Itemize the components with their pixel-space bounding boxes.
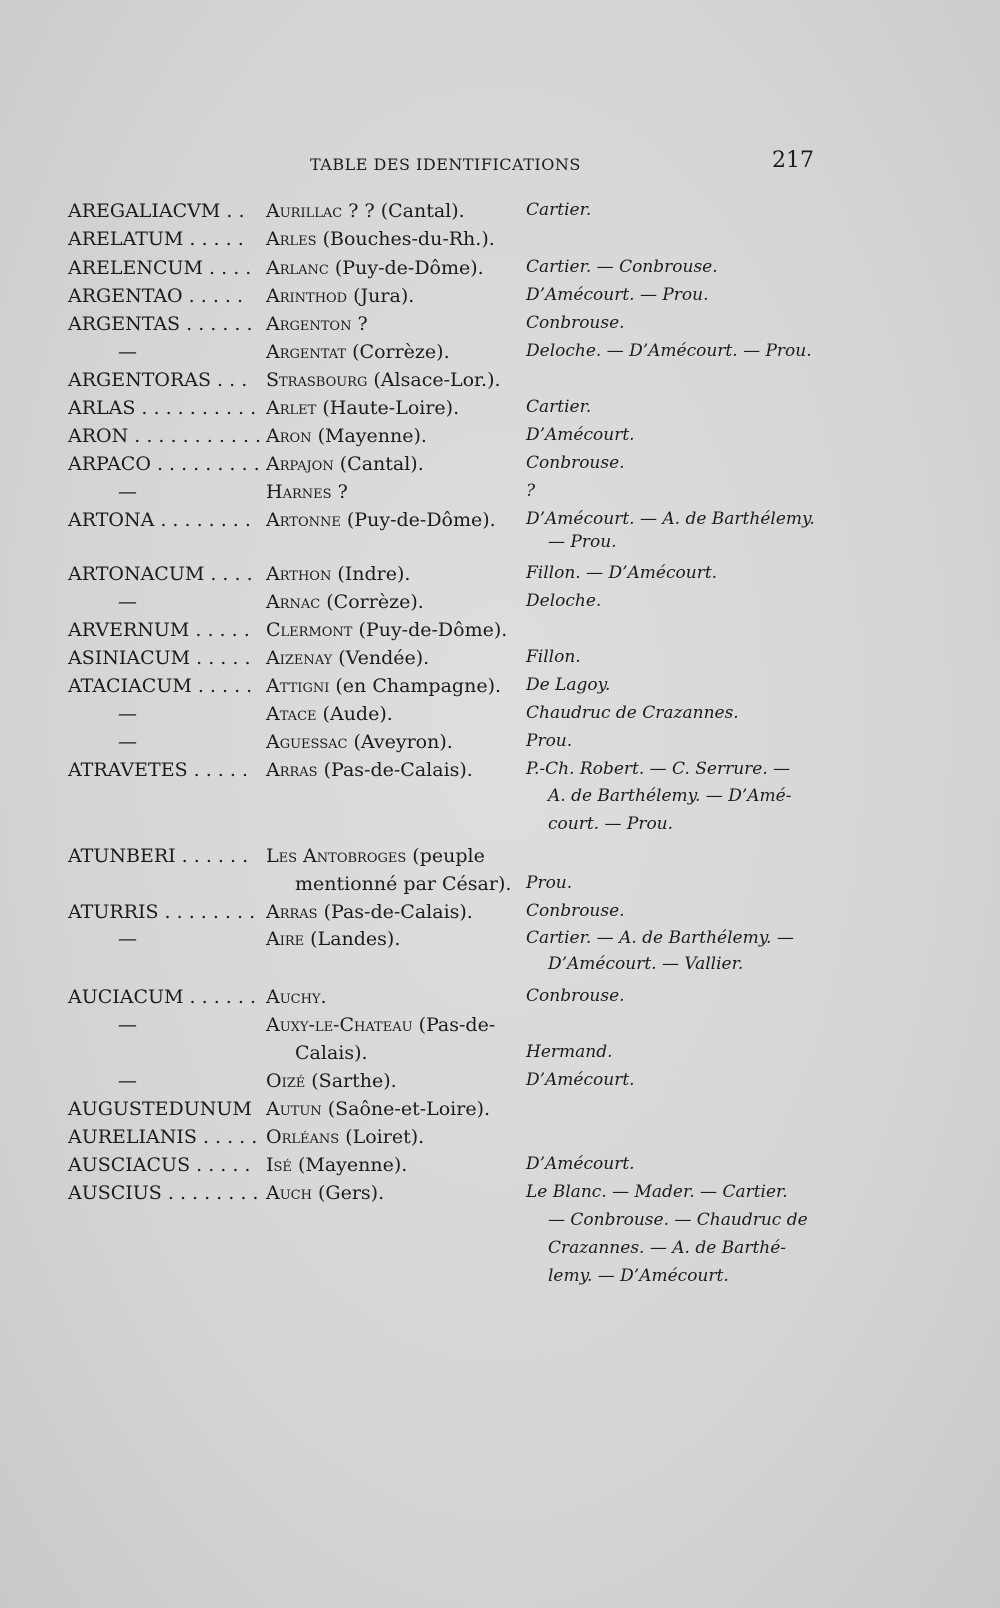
place-detail: (Corrèze). bbox=[320, 591, 424, 613]
ancient-name: ATRAVETES . . . . . bbox=[68, 759, 248, 781]
place-name: Arles bbox=[266, 228, 317, 250]
modern-identification bbox=[266, 313, 368, 335]
table-row bbox=[0, 814, 1000, 844]
place-detail: (Mayenne). bbox=[311, 425, 427, 447]
ancient-name: AUCIACUM . . . . . . bbox=[68, 986, 256, 1008]
table-row bbox=[0, 285, 1000, 315]
ancient-name: ARPACO . . . . . . . . . bbox=[68, 453, 260, 475]
modern-identification bbox=[266, 563, 410, 585]
table-row bbox=[0, 341, 1000, 371]
authority: D’Amécourt. bbox=[526, 1154, 635, 1174]
table-row bbox=[0, 1154, 1000, 1184]
place-detail: (Landes). bbox=[304, 928, 401, 950]
place-detail: (Puy-de-Dôme). bbox=[340, 509, 496, 531]
authority: court. — Prou. bbox=[548, 814, 674, 834]
ancient-name: — bbox=[118, 1014, 137, 1036]
table-row bbox=[0, 257, 1000, 287]
authority: Hermand. bbox=[526, 1042, 613, 1062]
place-name: Orléans bbox=[266, 1126, 340, 1148]
place-name: Arras bbox=[266, 759, 318, 781]
place-detail: (Puy-de-Dôme). bbox=[328, 257, 484, 279]
place-detail: (Corrèze). bbox=[346, 341, 450, 363]
place-detail: (Puy-de-Dôme). bbox=[352, 619, 508, 641]
place-name: Atace bbox=[266, 703, 317, 725]
table-row bbox=[0, 1014, 1000, 1044]
ancient-name: ASINIACUM . . . . . bbox=[68, 647, 251, 669]
authority: Conbrouse. bbox=[526, 313, 625, 333]
authority: D’Amécourt. bbox=[526, 425, 635, 445]
ancient-name: ATURRIS . . . . . . . . bbox=[68, 901, 256, 923]
table-row bbox=[0, 786, 1000, 816]
ancient-name: ATACIACUM . . . . . bbox=[68, 675, 253, 697]
modern-identification bbox=[266, 200, 465, 222]
table-row bbox=[0, 453, 1000, 483]
table-row bbox=[0, 200, 1000, 230]
table-row bbox=[0, 675, 1000, 705]
table-row bbox=[0, 1182, 1000, 1212]
table-row bbox=[0, 228, 1000, 258]
running-header: TABLE DES IDENTIFICATIONS bbox=[310, 155, 581, 174]
authority: Fillon. bbox=[526, 647, 581, 667]
table-row bbox=[0, 901, 1000, 931]
authority: Prou. bbox=[526, 873, 573, 893]
authority: — Prou. bbox=[548, 532, 617, 552]
ancient-name: ARON . . . . . . . . . . . bbox=[68, 425, 262, 447]
place-name: Arlet bbox=[266, 397, 317, 419]
modern-identification bbox=[266, 1098, 490, 1120]
table-row bbox=[0, 313, 1000, 343]
ancient-name: — bbox=[118, 341, 137, 363]
authority: Le Blanc. — Mader. — Cartier. bbox=[526, 1182, 788, 1202]
authority: Conbrouse. bbox=[526, 901, 625, 921]
place-detail: (Alsace-Lor.). bbox=[367, 369, 501, 391]
place-name: Argentat bbox=[266, 341, 347, 363]
place-name: Arthon bbox=[266, 563, 332, 585]
authority: ? bbox=[526, 481, 536, 501]
authority: lemy. — D’Amécourt. bbox=[548, 1266, 729, 1286]
modern-identification bbox=[266, 341, 450, 363]
ancient-name: — bbox=[118, 481, 137, 503]
authority: D’Amécourt. — Prou. bbox=[526, 285, 709, 305]
modern-identification bbox=[295, 873, 511, 895]
table-row bbox=[0, 481, 1000, 511]
place-name: Argenton bbox=[266, 313, 352, 335]
authority: Deloche. — D’Amécourt. — Prou. bbox=[526, 341, 812, 361]
modern-identification bbox=[266, 425, 427, 447]
ancient-name: — bbox=[118, 703, 137, 725]
authority: Prou. bbox=[526, 731, 573, 751]
ancient-name: AURELIANIS . . . . . bbox=[68, 1126, 258, 1148]
place-name: Aizenay bbox=[266, 647, 333, 669]
modern-identification bbox=[266, 1154, 407, 1176]
place-detail: (Sarthe). bbox=[305, 1070, 397, 1092]
modern-identification bbox=[266, 1126, 424, 1148]
modern-identification bbox=[266, 1070, 397, 1092]
place-detail: (Saône-et-Loire). bbox=[321, 1098, 491, 1120]
authority: Conbrouse. bbox=[526, 453, 625, 473]
place-name: Arpajon bbox=[266, 453, 334, 475]
authority: — Conbrouse. — Chaudruc de bbox=[548, 1210, 808, 1230]
table-row bbox=[0, 532, 1000, 562]
authority: D’Amécourt. bbox=[526, 1070, 635, 1090]
ancient-name: — bbox=[118, 731, 137, 753]
place-detail: (Cantal). bbox=[333, 453, 424, 475]
authority: Cartier. bbox=[526, 397, 592, 417]
ancient-name: — bbox=[118, 591, 137, 613]
place-detail: . bbox=[320, 986, 327, 1008]
place-detail: mentionné par César). bbox=[295, 873, 512, 895]
ancient-name: — bbox=[118, 1070, 137, 1092]
ancient-name: — bbox=[118, 928, 137, 950]
ancient-name: AUSCIUS . . . . . . . . bbox=[68, 1182, 259, 1204]
authority: A. de Barthélemy. — D’Amé- bbox=[548, 786, 792, 806]
ancient-name: ARVERNUM . . . . . bbox=[68, 619, 250, 641]
table-row bbox=[0, 619, 1000, 649]
place-name: Autun bbox=[266, 1098, 322, 1120]
place-detail: (Pas-de-Calais). bbox=[317, 759, 473, 781]
ancient-name: AUSCIACUS . . . . . bbox=[68, 1154, 251, 1176]
place-detail: (Vendée). bbox=[332, 647, 430, 669]
table-row bbox=[0, 759, 1000, 789]
modern-identification bbox=[266, 647, 429, 669]
place-name: Aguessac bbox=[266, 731, 348, 753]
place-name: Aurillac bbox=[266, 200, 343, 222]
table-row bbox=[0, 397, 1000, 427]
place-detail: (Pas-de- bbox=[412, 1014, 496, 1036]
authority: Conbrouse. bbox=[526, 986, 625, 1006]
place-name: Arlanc bbox=[266, 257, 329, 279]
place-name: Isé bbox=[266, 1154, 292, 1176]
place-name: Arras bbox=[266, 901, 318, 923]
table-row bbox=[0, 731, 1000, 761]
place-detail: (en Champagne). bbox=[329, 675, 502, 697]
ancient-name: ARTONA . . . . . . . . bbox=[68, 509, 251, 531]
table-row bbox=[0, 425, 1000, 455]
authority: Crazannes. — A. de Barthé- bbox=[548, 1238, 787, 1258]
place-name: Clermont bbox=[266, 619, 353, 641]
authority: Fillon. — D’Amécourt. bbox=[526, 563, 718, 583]
ancient-name: ARGENTAS . . . . . . bbox=[68, 313, 253, 335]
place-name: Strasbourg bbox=[266, 369, 368, 391]
table-row bbox=[0, 1126, 1000, 1156]
place-detail: (peuple bbox=[406, 845, 485, 867]
table-row bbox=[0, 1238, 1000, 1268]
modern-identification bbox=[266, 731, 453, 753]
table-row bbox=[0, 873, 1000, 903]
table-row bbox=[0, 986, 1000, 1016]
place-detail: (Bouches-du-Rh.). bbox=[316, 228, 495, 250]
modern-identification bbox=[266, 397, 459, 419]
modern-identification bbox=[266, 1014, 495, 1036]
place-name: Aron bbox=[266, 425, 312, 447]
modern-identification bbox=[266, 845, 485, 867]
place-name: Auchy bbox=[266, 986, 321, 1008]
modern-identification bbox=[266, 257, 484, 279]
ancient-name: ARGENTAO . . . . . bbox=[68, 285, 244, 307]
modern-identification bbox=[266, 759, 473, 781]
modern-identification bbox=[266, 619, 507, 641]
modern-identification bbox=[266, 901, 473, 923]
modern-identification bbox=[266, 453, 424, 475]
table-row bbox=[0, 369, 1000, 399]
place-name: Auxy-le-Chateau bbox=[266, 1014, 413, 1036]
modern-identification bbox=[266, 228, 495, 250]
place-name: Arinthod bbox=[266, 285, 348, 307]
modern-identification bbox=[295, 1042, 368, 1064]
authority: Cartier. — Conbrouse. bbox=[526, 257, 718, 277]
place-name: Aire bbox=[266, 928, 305, 950]
page-number: 217 bbox=[772, 148, 814, 173]
table-row bbox=[0, 1070, 1000, 1100]
place-detail: (Aude). bbox=[316, 703, 393, 725]
table-row bbox=[0, 845, 1000, 875]
ancient-name: ARELENCUM . . . . bbox=[68, 257, 252, 279]
authority: P.-Ch. Robert. — C. Serrure. — bbox=[526, 759, 791, 779]
place-detail: (Aveyron). bbox=[347, 731, 453, 753]
ancient-name: ARLAS . . . . . . . . . . bbox=[68, 397, 257, 419]
modern-identification bbox=[266, 986, 327, 1008]
place-name: Attigni bbox=[266, 675, 330, 697]
table-row bbox=[0, 647, 1000, 677]
authority: D’Amécourt. — A. de Barthélemy. bbox=[526, 509, 815, 529]
table-row bbox=[0, 703, 1000, 733]
authority: Cartier. — A. de Barthélemy. — bbox=[526, 928, 794, 948]
ancient-name: AREGALIACVM . . bbox=[68, 200, 245, 222]
table-row bbox=[0, 1042, 1000, 1072]
table-row bbox=[0, 1266, 1000, 1296]
authority: D’Amécourt. — Vallier. bbox=[548, 954, 744, 974]
place-detail: ? bbox=[331, 481, 348, 503]
authority: Chaudruc de Crazannes. bbox=[526, 703, 739, 723]
place-detail: (Haute-Loire). bbox=[316, 397, 460, 419]
authority: Deloche. bbox=[526, 591, 602, 611]
authority: De Lagoy. bbox=[526, 675, 611, 695]
modern-identification bbox=[266, 509, 496, 531]
place-name: Auch bbox=[266, 1182, 312, 1204]
place-detail: (Jura). bbox=[347, 285, 415, 307]
ancient-name: ARELATUM . . . . . bbox=[68, 228, 244, 250]
ancient-name: ARGENTORAS . . . bbox=[68, 369, 248, 391]
authority: Cartier. bbox=[526, 200, 592, 220]
place-name: Les Antobroges bbox=[266, 845, 407, 867]
place-name: Artonne bbox=[266, 509, 341, 531]
ancient-name: ARTONACUM . . . . bbox=[68, 563, 253, 585]
place-detail: (Gers). bbox=[311, 1182, 385, 1204]
place-name: Harnes bbox=[266, 481, 332, 503]
place-detail: ? ? (Cantal). bbox=[342, 200, 465, 222]
table-row bbox=[0, 954, 1000, 984]
modern-identification bbox=[266, 1182, 384, 1204]
place-detail: (Mayenne). bbox=[291, 1154, 408, 1176]
place-detail: (Indre). bbox=[331, 563, 411, 585]
place-name: Oizé bbox=[266, 1070, 306, 1092]
ancient-name: ATUNBERI . . . . . . bbox=[68, 845, 249, 867]
modern-identification bbox=[266, 481, 348, 503]
modern-identification bbox=[266, 591, 424, 613]
place-detail: (Loiret). bbox=[339, 1126, 425, 1148]
place-name: Arnac bbox=[266, 591, 321, 613]
ancient-name: AUGUSTEDUNUM bbox=[68, 1098, 252, 1120]
place-detail: Calais). bbox=[295, 1042, 368, 1064]
modern-identification bbox=[266, 703, 393, 725]
table-row bbox=[0, 1098, 1000, 1128]
table-row bbox=[0, 563, 1000, 593]
table-row bbox=[0, 591, 1000, 621]
place-detail: (Pas-de-Calais). bbox=[317, 901, 473, 923]
modern-identification bbox=[266, 928, 400, 950]
modern-identification bbox=[266, 369, 501, 391]
modern-identification bbox=[266, 675, 501, 697]
modern-identification bbox=[266, 285, 414, 307]
place-detail: ? bbox=[351, 313, 368, 335]
table-row bbox=[0, 1210, 1000, 1240]
